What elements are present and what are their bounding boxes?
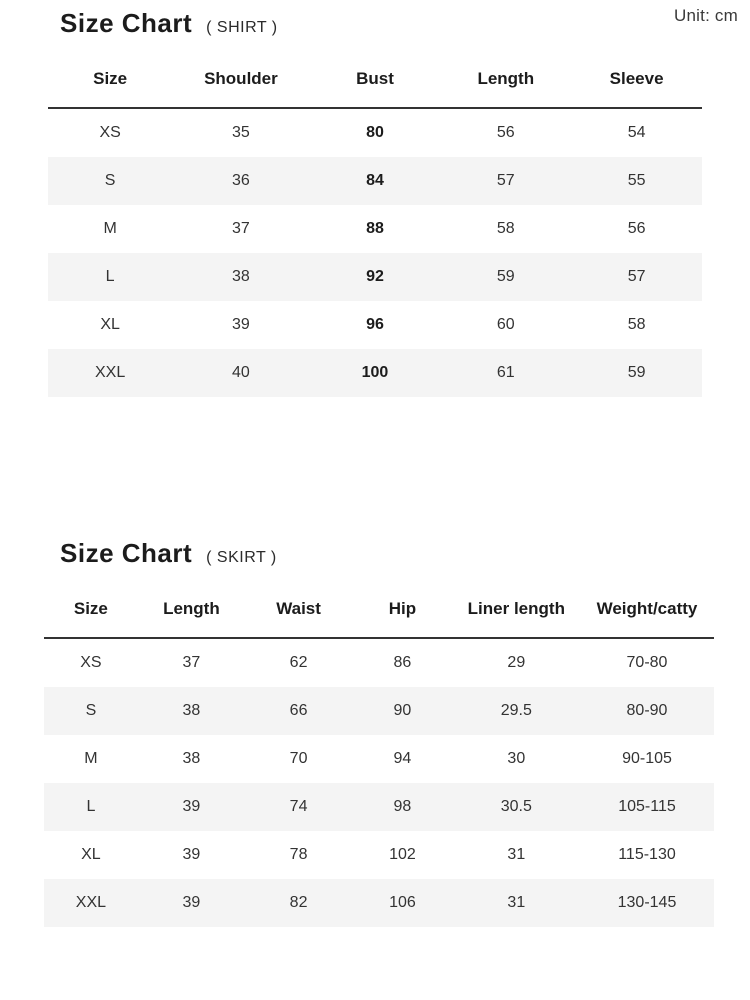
- shirt-title-row: [0, 8, 750, 39]
- cell-length: 61: [440, 349, 571, 397]
- cell-liner-length: 30: [507, 750, 526, 767]
- cell-sleeve: 59: [571, 349, 702, 397]
- cell-sleeve: 54: [627, 124, 646, 141]
- skirt-title: Size Chart: [60, 538, 193, 568]
- table-row: [44, 831, 714, 879]
- cell-shoulder: 37: [232, 220, 250, 237]
- cell-length: 38: [138, 687, 245, 735]
- cell-weight: 130-145: [580, 879, 714, 927]
- cell-weight: 80-90: [580, 687, 714, 735]
- table-row: [44, 687, 714, 735]
- cell-size: M: [103, 220, 117, 237]
- table-row: [44, 879, 714, 927]
- cell-liner-length: 30.5: [453, 783, 580, 831]
- shirt-subtitle: ( SHIRT ): [206, 19, 278, 36]
- cell-length: 56: [496, 124, 515, 141]
- cell-bust: 96: [366, 316, 384, 333]
- cell-size: XL: [100, 316, 120, 333]
- cell-shoulder: 35: [232, 124, 250, 141]
- cell-bust: 100: [310, 349, 441, 397]
- column-header-size: Size: [44, 585, 138, 638]
- table-row: [48, 205, 702, 253]
- cell-weight: 115-130: [618, 846, 676, 863]
- column-header-weight: Weight/catty: [580, 585, 714, 638]
- cell-bust: 92: [310, 253, 441, 301]
- cell-liner-length: 29: [507, 654, 526, 671]
- cell-shoulder: 38: [172, 253, 309, 301]
- cell-weight: 90-105: [622, 750, 672, 767]
- cell-liner-length: 31: [453, 879, 580, 927]
- table-header-row: [44, 585, 714, 638]
- column-header-hip: Hip: [352, 585, 453, 638]
- cell-length: 60: [496, 316, 515, 333]
- cell-size: L: [44, 783, 138, 831]
- column-header-sleeve: Sleeve: [571, 55, 702, 108]
- cell-bust: 84: [310, 157, 441, 205]
- cell-length: 39: [138, 879, 245, 927]
- cell-shoulder: 39: [232, 316, 250, 333]
- cell-bust: 88: [366, 220, 384, 237]
- cell-hip: 94: [393, 750, 412, 767]
- cell-liner-length: 29.5: [453, 687, 580, 735]
- cell-waist: 70: [289, 750, 308, 767]
- skirt-table-body: [44, 638, 714, 927]
- cell-waist: 62: [289, 654, 308, 671]
- table-row: [48, 349, 702, 397]
- cell-size: S: [44, 687, 138, 735]
- cell-weight: 70-80: [626, 654, 668, 671]
- table-row: [44, 638, 714, 687]
- table-header-row: [48, 55, 702, 108]
- cell-waist: 78: [289, 846, 308, 863]
- table-row: [44, 735, 714, 783]
- shirt-size-table: [48, 55, 702, 397]
- column-header-bust: Bust: [310, 55, 441, 108]
- cell-hip: 106: [352, 879, 453, 927]
- cell-sleeve: 58: [627, 316, 646, 333]
- cell-size: L: [48, 253, 172, 301]
- cell-length: 58: [496, 220, 515, 237]
- cell-shoulder: 40: [172, 349, 309, 397]
- column-header-shoulder: Shoulder: [172, 55, 309, 108]
- unit-label: Unit: cm: [674, 6, 738, 25]
- skirt-table-head: [44, 585, 714, 638]
- skirt-title-row: [0, 538, 750, 569]
- cell-length: 38: [182, 750, 201, 767]
- table-row: [44, 783, 714, 831]
- cell-sleeve: 55: [571, 157, 702, 205]
- cell-size: M: [84, 750, 98, 767]
- cell-sleeve: 57: [571, 253, 702, 301]
- cell-length: 37: [182, 654, 201, 671]
- table-row: [48, 253, 702, 301]
- cell-hip: 102: [389, 846, 416, 863]
- shirt-title: Size Chart: [60, 8, 193, 38]
- shirt-table-head: [48, 55, 702, 108]
- cell-length: 39: [182, 846, 201, 863]
- cell-size: XL: [81, 846, 101, 863]
- cell-liner-length: 31: [507, 846, 526, 863]
- column-header-length: Length: [138, 585, 245, 638]
- skirt-size-table: [44, 585, 714, 927]
- cell-hip: 90: [352, 687, 453, 735]
- cell-size: XXL: [44, 879, 138, 927]
- cell-waist: 74: [245, 783, 352, 831]
- cell-size: XS: [80, 654, 102, 671]
- cell-length: 59: [440, 253, 571, 301]
- column-header-size: Size: [48, 55, 172, 108]
- skirt-size-chart-section: [0, 538, 750, 927]
- shirt-table-body: [48, 108, 702, 397]
- cell-size: S: [48, 157, 172, 205]
- cell-size: XXL: [48, 349, 172, 397]
- cell-waist: 82: [245, 879, 352, 927]
- cell-weight: 105-115: [580, 783, 714, 831]
- column-header-length: Length: [440, 55, 571, 108]
- table-row: [48, 157, 702, 205]
- cell-hip: 98: [352, 783, 453, 831]
- cell-waist: 66: [245, 687, 352, 735]
- shirt-size-chart-section: [0, 8, 750, 397]
- cell-length: 57: [440, 157, 571, 205]
- cell-hip: 86: [393, 654, 412, 671]
- cell-shoulder: 36: [172, 157, 309, 205]
- column-header-waist: Waist: [245, 585, 352, 638]
- table-row: [48, 301, 702, 349]
- cell-sleeve: 56: [627, 220, 646, 237]
- cell-size: XS: [99, 124, 121, 141]
- cell-length: 39: [138, 783, 245, 831]
- column-header-liner-length: Liner length: [453, 585, 580, 638]
- skirt-subtitle: ( SKIRT ): [206, 549, 277, 566]
- cell-bust: 80: [366, 124, 384, 141]
- table-row: [48, 108, 702, 157]
